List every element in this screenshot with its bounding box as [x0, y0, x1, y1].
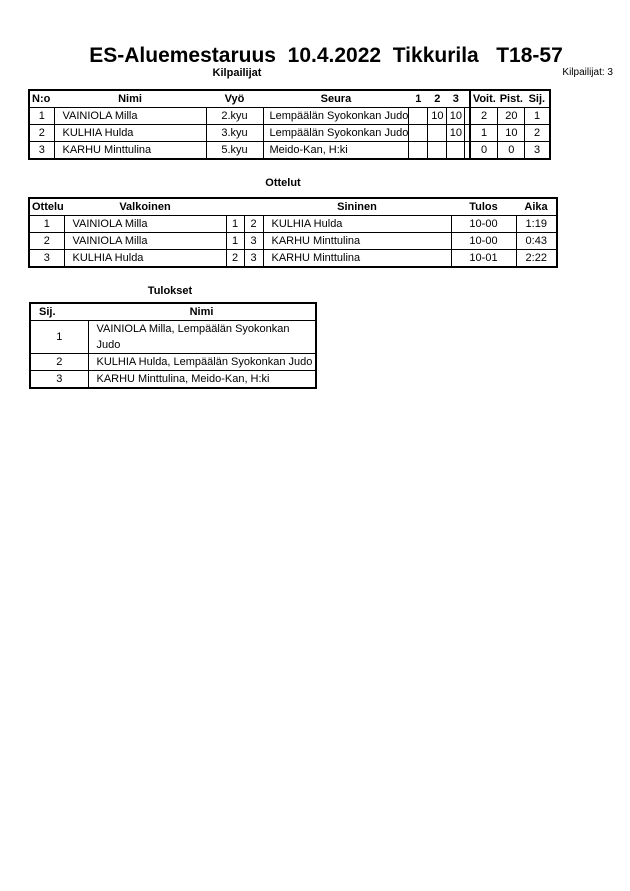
cell-place: 1	[30, 321, 88, 354]
competitor-row	[29, 108, 550, 125]
cell-round1	[409, 125, 428, 142]
cell-belt: 5.kyu	[206, 142, 263, 160]
competitor-row	[29, 142, 550, 160]
col-header-no: N:o	[29, 90, 54, 108]
col-header-name: Nimi	[88, 303, 316, 321]
cell-white: KULHIA Hulda	[64, 250, 226, 268]
cell-time: 2:22	[516, 250, 557, 268]
cell-white: VAINIOLA Milla	[64, 216, 226, 233]
cell-club	[263, 142, 409, 160]
cell-wins: 2	[470, 108, 498, 125]
cell-club	[263, 125, 409, 142]
cell-white-no: 2	[226, 250, 244, 268]
cell-blue: KARHU Minttulina	[263, 250, 451, 268]
competitors-table-wrap	[28, 89, 551, 160]
cell-blue-no: 3	[244, 233, 263, 250]
cell-belt: 2.kyu	[206, 108, 263, 125]
cell-round3: 10	[447, 125, 465, 142]
cell-match-no: 3	[29, 250, 64, 268]
cell-blue: KARHU Minttulina	[263, 233, 451, 250]
cell-name: KARHU Minttulina	[54, 142, 206, 160]
cell-match-no: 1	[29, 216, 64, 233]
cell-round3: 10	[447, 108, 465, 125]
competitor-row	[29, 125, 550, 142]
competitors-heading: Kilpailijat	[212, 67, 262, 79]
matches-table-wrap	[28, 197, 558, 268]
col-header-wins: Voit.	[470, 90, 498, 108]
cell-round2	[428, 142, 447, 160]
matches-header-row	[29, 198, 557, 216]
col-header-time: Aika	[516, 198, 557, 216]
cell-place: 2	[525, 125, 550, 142]
cell-name: VAINIOLA Milla, Lempäälän Syokonkan Judo	[88, 321, 316, 354]
col-header-belt: Vyö	[206, 90, 263, 108]
match-row	[29, 250, 557, 268]
cell-white-no: 1	[226, 233, 244, 250]
cell-points: 0	[498, 142, 525, 160]
competitors-header-row	[29, 90, 550, 108]
result-row	[30, 321, 316, 354]
col-header-name: Nimi	[54, 90, 206, 108]
col-header-round1: 1	[409, 90, 428, 108]
cell-no: 1	[29, 108, 54, 125]
cell-blue: KULHIA Hulda	[263, 216, 451, 233]
col-header-round2: 2	[428, 90, 447, 108]
cell-white-no: 1	[226, 216, 244, 233]
col-header-result: Tulos	[451, 198, 516, 216]
col-header-club: Seura	[263, 90, 409, 108]
cell-round1	[409, 142, 428, 160]
cell-place: 1	[525, 108, 550, 125]
cell-no: 2	[29, 125, 54, 142]
club-text: Lempäälän Syokonkan Judo	[269, 127, 409, 139]
cell-points: 20	[498, 108, 525, 125]
cell-name: KARHU Minttulina, Meido-Kan, H:ki	[88, 371, 316, 389]
match-row	[29, 233, 557, 250]
cell-place: 3	[30, 371, 88, 389]
results-table-wrap	[29, 302, 317, 389]
cell-match-no: 2	[29, 233, 64, 250]
matches-table	[28, 197, 558, 268]
result-row	[30, 354, 316, 371]
cell-blue-no: 2	[244, 216, 263, 233]
cell-time: 1:19	[516, 216, 557, 233]
match-row	[29, 216, 557, 233]
cell-result: 10-00	[451, 233, 516, 250]
result-row	[30, 371, 316, 389]
cell-time: 0:43	[516, 233, 557, 250]
competitors-count: Kilpailijat: 3	[562, 67, 613, 78]
cell-result: 10-01	[451, 250, 516, 268]
cell-place: 3	[525, 142, 550, 160]
col-header-match-no: Ottelu	[29, 198, 64, 216]
cell-name: VAINIOLA Milla	[54, 108, 206, 125]
col-header-blue: Sininen	[263, 198, 451, 216]
results-header-row	[30, 303, 316, 321]
cell-no: 3	[29, 142, 54, 160]
cell-round1	[409, 108, 428, 125]
cell-points: 10	[498, 125, 525, 142]
cell-round2	[428, 125, 447, 142]
results-heading: Tulokset	[147, 285, 193, 297]
col-header-round3: 3	[447, 90, 465, 108]
matches-heading: Ottelut	[265, 177, 301, 189]
cell-place: 2	[30, 354, 88, 371]
cell-club	[263, 108, 409, 125]
cell-result: 10-00	[451, 216, 516, 233]
col-header-white: Valkoinen	[64, 198, 226, 216]
club-text: Lempäälän Syokonkan Judo	[269, 110, 409, 122]
col-header-place: Sij.	[30, 303, 88, 321]
club-text: Meido-Kan, H:ki	[269, 144, 348, 156]
cell-white: VAINIOLA Milla	[64, 233, 226, 250]
results-table	[29, 302, 317, 389]
cell-wins: 0	[470, 142, 498, 160]
competitors-table	[28, 89, 551, 160]
cell-name: KULHIA Hulda	[54, 125, 206, 142]
cell-name: KULHIA Hulda, Lempäälän Syokonkan Judo	[88, 354, 316, 371]
col-header-place: Sij.	[525, 90, 550, 108]
col-header-points: Pist.	[498, 90, 525, 108]
cell-round2: 10	[428, 108, 447, 125]
cell-belt: 3.kyu	[206, 125, 263, 142]
page-title: ES-Aluemestaruus 10.4.2022 Tikkurila T18-57	[89, 44, 563, 67]
col-header-white-no	[226, 198, 244, 216]
cell-wins: 1	[470, 125, 498, 142]
cell-blue-no: 3	[244, 250, 263, 268]
cell-round3	[447, 142, 465, 160]
col-header-blue-no	[244, 198, 263, 216]
